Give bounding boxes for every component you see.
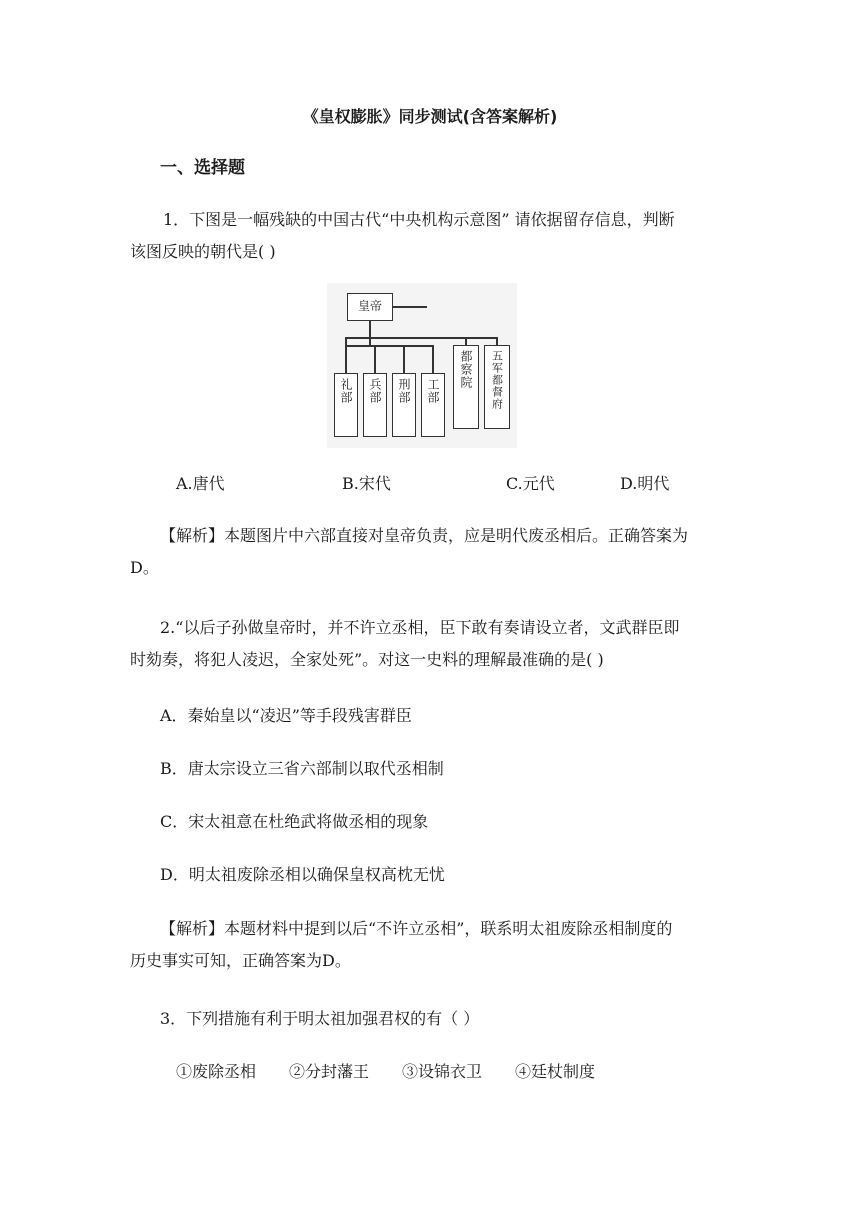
- dept-label-li: 礼部: [339, 378, 353, 404]
- dept-label-gong: 工部: [426, 378, 440, 404]
- q1-analysis-line2: D。: [130, 558, 159, 577]
- emperor-right-line: [393, 306, 427, 308]
- horizontal-bus-line: [345, 337, 496, 339]
- emperor-box: [347, 293, 393, 321]
- drop-line-2: [374, 345, 376, 375]
- dept-box-li: [334, 373, 358, 437]
- q3-item-3: ③设锦衣卫: [402, 1062, 483, 1081]
- emperor-label: 皇帝: [357, 299, 382, 313]
- q2-option-a: A．秦始皇以“凌迟”等手段残害群臣: [160, 706, 412, 725]
- q1-option-c: C.元代: [506, 474, 555, 493]
- q1-analysis-tag: 【解析】: [160, 526, 225, 545]
- q1-stem-line2: 该图反映的朝代是( ): [130, 242, 276, 261]
- sub-bus-line: [345, 345, 433, 347]
- q1-analysis-line1: [160, 520, 688, 552]
- q3-item-4: ④廷杖制度: [515, 1062, 596, 1081]
- dept-label-wujun: 五军都督府: [490, 350, 504, 410]
- dept-label-bing: 兵部: [368, 378, 382, 404]
- q2-analysis-text: 本题材料中提到以后“不许立丞相”，联系明太祖废除丞相制度的: [224, 919, 673, 938]
- q3-item-2: ②分封藩王: [289, 1062, 370, 1081]
- q2-stem-line1: 2.“以后子孙做皇帝时，并不许立丞相，臣下敢有奏请设立者，文武群臣即: [160, 618, 680, 637]
- dept-box-ducha: [453, 345, 479, 429]
- q2-analysis-tag: 【解析】: [160, 919, 225, 938]
- dept-box-wujun: [484, 345, 510, 429]
- dept-label-ducha: 都察院: [459, 350, 473, 389]
- dept-box-xing: [392, 373, 416, 437]
- dept-box-gong: [421, 373, 445, 437]
- section-heading: 一、选择题: [160, 158, 245, 178]
- central-institution-diagram: [327, 283, 517, 448]
- drop-line-1: [345, 337, 347, 375]
- document-title: 《皇权膨胀》同步测试(含答案解析): [302, 107, 558, 126]
- drop-line-3: [403, 345, 405, 375]
- q2-analysis-line1: [160, 913, 672, 945]
- q3-item-1: ①废除丞相: [176, 1062, 257, 1081]
- emperor-down-line: [369, 321, 371, 338]
- q2-option-b: B．唐太宗设立三省六部制以取代丞相制: [160, 759, 444, 778]
- q1-analysis-text: 本题图片中六部直接对皇帝负责，应是明代废丞相后。正确答案为: [224, 526, 689, 545]
- dept-box-bing: [363, 373, 387, 437]
- dept-label-xing: 刑部: [397, 378, 411, 404]
- drop-line-4: [432, 345, 434, 375]
- q3-stem: 3．下列措施有利于明太祖加强君权的有（ ）: [160, 1009, 480, 1028]
- q1-option-a: A.唐代: [176, 474, 225, 493]
- q2-analysis-line2: 历史事实可知，正确答案为D。: [130, 951, 351, 970]
- q1-option-b: B.宋代: [342, 474, 391, 493]
- q2-option-d: D．明太祖废除丞相以确保皇权高枕无忧: [160, 865, 445, 884]
- q2-option-c: C．宋太祖意在杜绝武将做丞相的现象: [160, 812, 429, 831]
- q2-stem-line2: 时劾奏，将犯人凌迟，全家处死”。对这一史料的理解最准确的是( ): [130, 650, 604, 669]
- bus-stub-line: [369, 337, 371, 345]
- q1-stem-line1: 1．下图是一幅残缺的中国古代“中央机构示意图” 请依据留存信息，判断: [163, 210, 675, 229]
- q1-option-d: D.明代: [620, 474, 670, 493]
